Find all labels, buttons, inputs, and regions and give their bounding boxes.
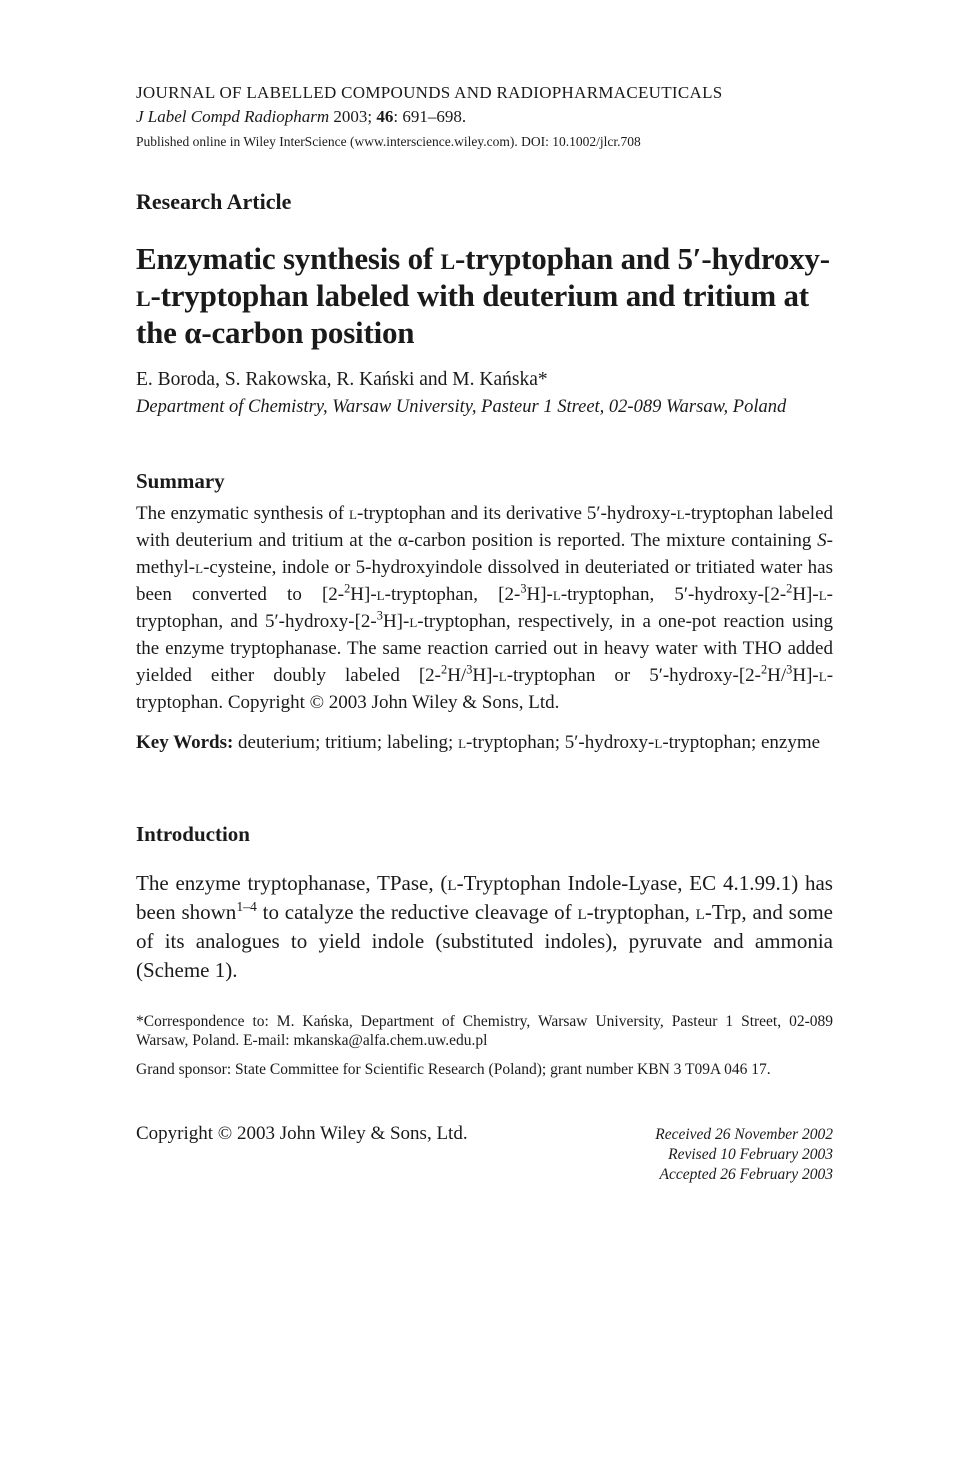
footnotes xyxy=(136,1012,833,1079)
citation-pages: : 691–698. xyxy=(393,107,467,126)
sponsor-note: Grand sponsor: State Committee for Scientific Research (Poland); grant number KBN 3 T09A 046 17. xyxy=(136,1061,771,1078)
affiliation: Department of Chemistry, Warsaw University, Pasteur 1 Street, 02-089 Warsaw, Poland xyxy=(136,397,787,417)
article-page xyxy=(136,82,833,1193)
revised-date: Revised 10 February 2003 xyxy=(668,1146,833,1163)
correspondence-note: *Correspondence to: M. Kańska, Department of Chemistry, Warsaw University, Pasteur 1 Street, 02-089 Warsaw, Poland. E-mail: mkanska@alfa.chem.uw.edu.pl xyxy=(136,1013,833,1049)
page-footer xyxy=(136,1123,833,1193)
copyright-notice: Copyright © 2003 John Wiley & Sons, Ltd. xyxy=(136,1123,468,1144)
introduction-heading: Introduction xyxy=(136,822,250,846)
keywords: Key Words: deuterium; tritium; labeling; l-tryptophan; 5′-hydroxy-l-tryptophan; enzyme xyxy=(136,732,821,753)
citation-volume: 46 xyxy=(376,107,394,126)
authors: E. Boroda, S. Rakowska, R. Kański and M. Kańska* xyxy=(136,369,548,390)
summary-heading: Summary xyxy=(136,469,225,493)
keywords-label: Key Words: xyxy=(136,732,234,753)
citation-superscript: 1–4 xyxy=(236,899,257,914)
received-date: Received 26 November 2002 xyxy=(655,1126,833,1143)
journal-name: JOURNAL OF LABELLED COMPOUNDS AND RADIOPHARMACEUTICALS xyxy=(136,83,723,102)
accepted-date: Accepted 26 February 2003 xyxy=(659,1166,833,1183)
summary-text: The enzymatic synthesis of l-tryptophan and its derivative 5′-hydroxy-l-tryptophan labeled with deuterium and tritium at the α-carbon position is reported. The mixture containing S-methyl-l-cysteine, indole or 5-hydroxyindole dissolved in deuteriated or tritiated water has been converted to [2-$^2$H]-l-tryptophan, [2-$^3$H]-l-tryptophan, 5′-hydroxy-[2-$^2$H]-l-tryptophan, and 5′-hydroxy-[2-$^3$H]-l-tryptophan, respectively, in a one-pot reaction using the enzyme tryptophanase. The same reaction carried out in heavy water with THO added yielded either doubly labeled [2-$^2$H/$^3$H]-l-tryptophan or 5′-hydroxy-[2-$^2$H/$^3$H]-l-tryptophan. Copyright © 2003 John Wiley & Sons, Ltd. xyxy=(136,503,834,713)
introduction-text: The enzyme tryptophanase, TPase, (l-Tryptophan Indole-Lyase, EC 4.1.99.1) has been shown$^{1-4}$ to catalyze the reductive cleavage of l-tryptophan, l-Trp, and some of its analogues to yield indole (substituted indoles), pyruvate and ammonia (Scheme 1). xyxy=(136,871,833,982)
history-dates xyxy=(655,1125,833,1185)
citation-line xyxy=(136,106,833,128)
citation-year: 2003; xyxy=(329,107,377,126)
published-online: Published online in Wiley InterScience (www.interscience.wiley.com). DOI: 10.1002/jlcr.708 xyxy=(136,134,641,149)
article-type: Research Article xyxy=(136,189,292,214)
citation-journal: J Label Compd Radiopharm xyxy=(136,107,330,126)
article-title: Enzymatic synthesis of l-tryptophan and 5′-hydroxy-l-tryptophan labeled with deuterium and tritium at the α-carbon position xyxy=(136,241,830,350)
